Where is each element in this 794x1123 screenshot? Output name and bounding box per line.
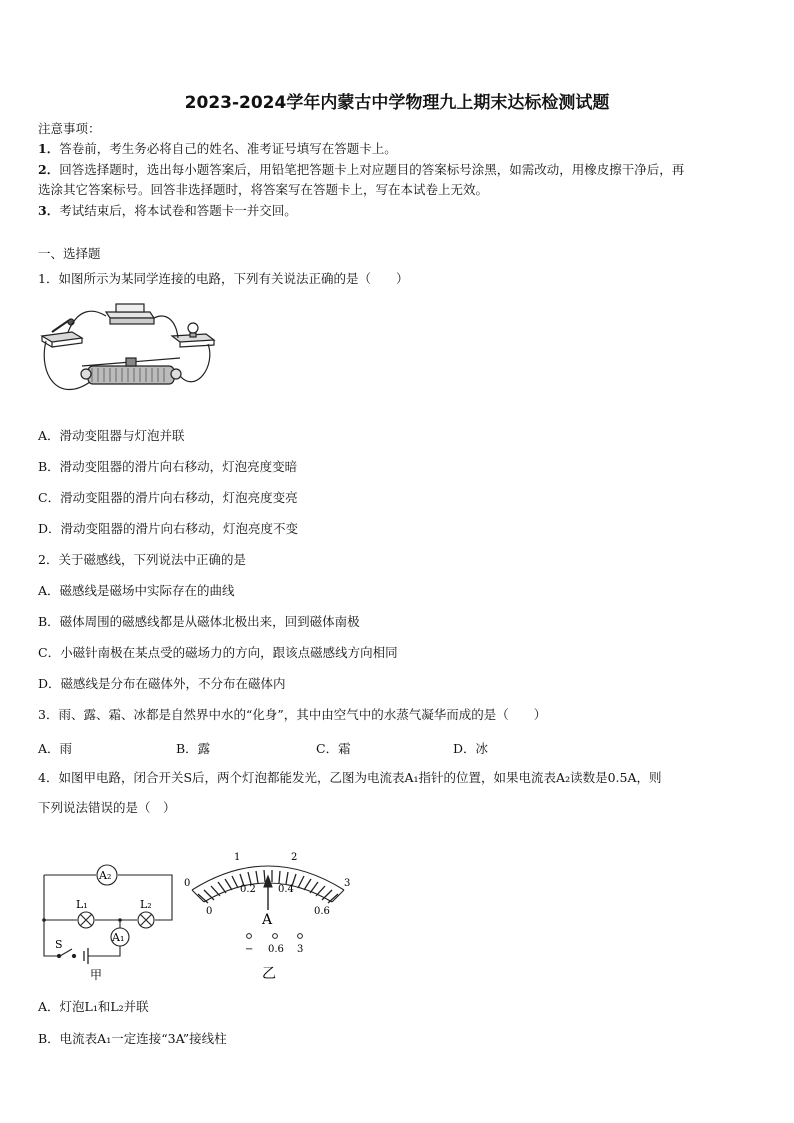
question-4-stem-line1: 4．如图甲电路，闭合开关S后，两个灯泡都能发光，乙图为电流表A₁指针的位置，如果电流表A₂读数是0.5A，则 [38, 770, 662, 785]
notice-text: 回答选择题时，选出每小题答案后，用铅笔把答题卡上对应题目的答案标号涂黑，如需改动，用橡皮擦干净后，再 [59, 162, 685, 177]
q1-option-a: A．滑动变阻器与灯泡并联 [38, 428, 185, 443]
q4-option-a: A．灯泡L₁和L₂并联 [38, 999, 149, 1014]
dial-unit-letter: A [262, 912, 273, 928]
notice-item [38, 203, 297, 219]
notice-item [38, 162, 684, 178]
terminal-label: 0.6 [268, 944, 284, 955]
q4-ammeter-dial [178, 840, 358, 985]
dial-bottom-tick: 0 [206, 906, 213, 917]
question-3-stem: 3．雨、露、霜、冰都是自然界中水的“化身”，其中由空气中的水蒸气凝华而成的是（ ） [38, 707, 547, 722]
switch-s-label: S [55, 938, 63, 951]
q3-option-a: A．雨 [38, 741, 73, 756]
lamp-l2-label: L₂ [140, 898, 152, 911]
q1-option-b: B．滑动变阻器的滑片向右移动，灯泡亮度变暗 [38, 459, 298, 474]
dial-top-tick: 0 [184, 878, 191, 889]
notice-heading: 注意事项： [38, 121, 101, 136]
notice-num: 2． [38, 162, 60, 177]
q2-option-d: D．磁感线是分布在磁体外，不分布在磁体内 [38, 676, 286, 691]
q3-option-d: D．冰 [453, 741, 489, 756]
q1-option-d: D．滑动变阻器的滑片向右移动，灯泡亮度不变 [38, 521, 299, 536]
q2-option-a: A．磁感线是磁场中实际存在的曲线 [38, 583, 235, 598]
notice-item [38, 182, 488, 198]
q2-option-b: B．磁体周围的磁感线都是从磁体北极出来，回到磁体南极 [38, 614, 360, 629]
notice-text: 答卷前，考生务必将自己的姓名、准考证号填写在答题卡上。 [59, 141, 397, 156]
dial-bottom-tick: 0.6 [314, 906, 330, 917]
dial-top-tick: 1 [234, 852, 241, 863]
question-4-stem-line2: 下列说法错误的是（ ） [38, 800, 176, 815]
notice-num: 3． [38, 203, 60, 218]
question-1-stem: 1．如图所示为某同学连接的电路，下列有关说法正确的是（ ） [38, 271, 409, 286]
terminal-label: 3 [297, 944, 304, 955]
q1-circuit-figure [38, 294, 223, 414]
q2-option-c: C．小磁针南极在某点受的磁场力的方向，跟该点磁感线方向相同 [38, 645, 398, 660]
dial-bottom-tick: 0.4 [278, 884, 294, 895]
ammeter-a1-label: A₁ [112, 931, 125, 944]
q1-option-c: C．滑动变阻器的滑片向右移动，灯泡亮度变亮 [38, 490, 298, 505]
notice-text: 考试结束后，将本试卷和答题卡一并交回。 [59, 203, 297, 218]
ammeter-a2-label: A₂ [99, 869, 112, 882]
dial-top-tick: 2 [291, 852, 298, 863]
dial-top-tick: 3 [344, 878, 351, 889]
notice-item [38, 141, 397, 157]
q4-circuit-diagram [38, 858, 178, 983]
section-heading: 一、选择题 [38, 246, 101, 261]
question-2-stem: 2．关于磁感线，下列说法中正确的是 [38, 552, 246, 567]
notice-num: 1． [38, 141, 60, 156]
figure-jia-label: 甲 [90, 968, 103, 982]
page-title: 2023-2024学年内蒙古中学物理九上期末达标检测试题 [184, 93, 610, 113]
figure-yi-label: 乙 [262, 966, 276, 982]
terminal-label: − [245, 944, 254, 955]
dial-bottom-tick: 0.2 [240, 884, 256, 895]
q3-option-b: B．露 [176, 741, 211, 756]
notice-text: 选涂其它答案标号。回答非选择题时，将答案写在答题卡上，写在本试卷上无效。 [38, 182, 489, 197]
lamp-l1-label: L₁ [76, 898, 88, 911]
q4-option-b: B．电流表A₁一定连接“3A”接线柱 [38, 1031, 227, 1046]
q3-option-c: C．霜 [316, 741, 351, 756]
